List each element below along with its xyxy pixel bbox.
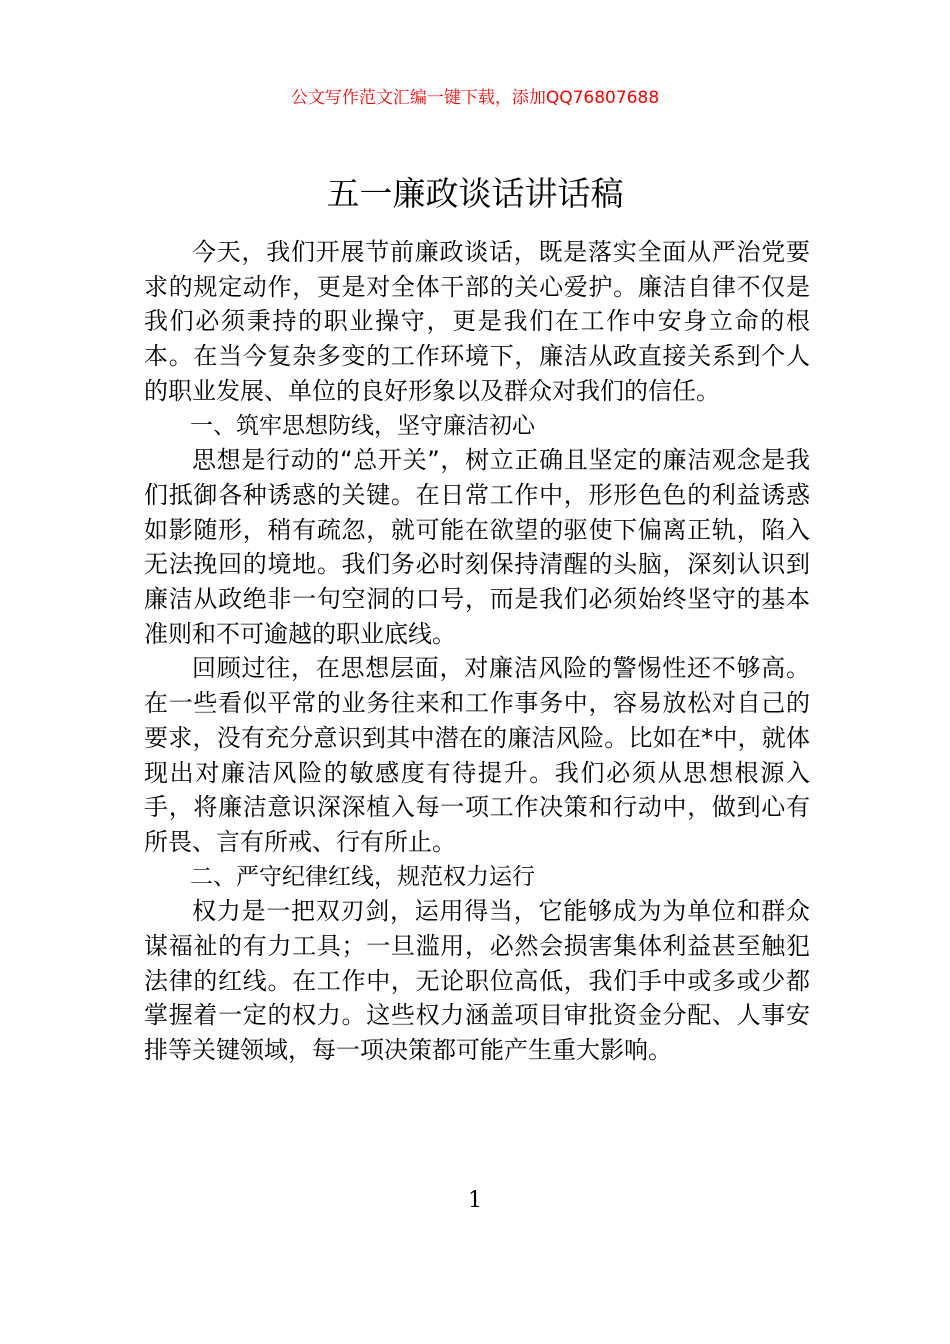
section-heading-2: 二、严守纪律红线，规范权力运行 bbox=[190, 863, 535, 890]
section-2-paragraph-1: 权力是一把双刃剑，运用得当，它能够成为为单位和群众谋福祉的有力工具；一旦滥用，必然会损害集体利益甚至触犯法律的红线。在工作中，无论职位高低，我们手中或多或少都掌握着一定的权力。这些权力涵盖项目审批资金分配、人事安排等关键领域，每一项决策都可能产生重大影响。 bbox=[144, 897, 810, 1065]
intro-paragraph: 今天，我们开展节前廉政谈话，既是落实全面从严治党要求的规定动作，更是对全体干部的关心爱护。廉洁自律不仅是我们必须秉持的职业操守，更是我们在工作中安身立命的根本。在当今复杂多变的工作环境下，廉洁从政直接关系到个人的职业发展、单位的良好形象以及群众对我们的信任。 bbox=[144, 238, 810, 405]
header-download-note: 公文写作范文汇编一键下载，添加QQ76807688 bbox=[290, 88, 660, 108]
page-number: 1 bbox=[468, 1188, 482, 1213]
document-title: 五一廉政谈话讲话稿 bbox=[326, 174, 624, 213]
section-1-paragraph-2: 回顾过往，在思想层面，对廉洁风险的警惕性还不够高。在一些看似平常的业务往来和工作事务中，容易放松对自己的要求，没有充分意识到其中潜在的廉洁风险。比如在*中，就体现出对廉洁风险的敏感度有待提升。我们必须从思想根源入手，将廉洁意识深深植入每一项工作决策和行动中，做到心有所畏、言有所戒、行有所止。 bbox=[144, 654, 810, 856]
section-heading-1: 一、筑牢思想防线，坚守廉洁初心 bbox=[190, 412, 535, 439]
section-1-paragraph-1: 思想是行动的“总开关”，树立正确且坚定的廉洁观念是我们抵御各种诱惑的关键。在日常工作中，形形色色的利益诱惑如影随形，稍有疏忽，就可能在欲望的驱使下偏离正轨，陷入无法挽回的境地。我们务必时刻保持清醒的头脑，深刻认识到廉洁从政绝非一句空洞的口号，而是我们必须始终坚守的基本准则和不可逾越的职业底线。 bbox=[144, 446, 810, 648]
document-body bbox=[144, 235, 810, 1068]
